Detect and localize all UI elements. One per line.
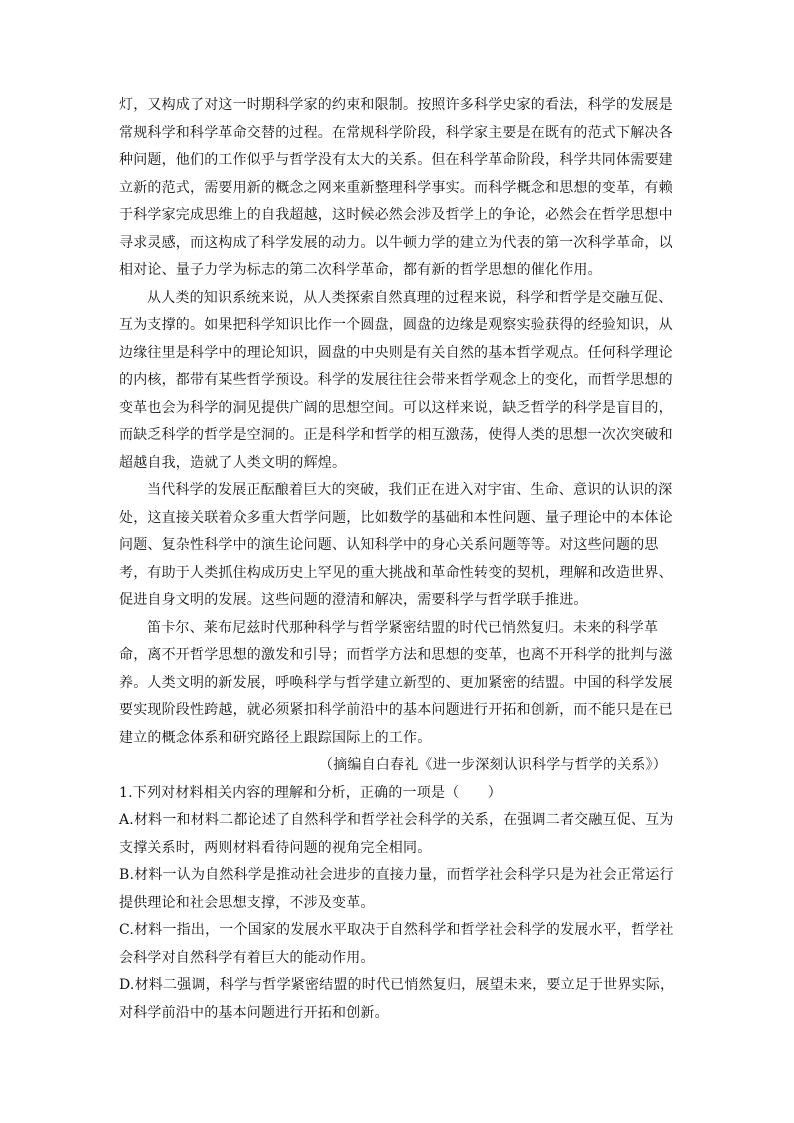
option-line: 会科学对自然科学有着巨大的能动作用。 bbox=[119, 949, 375, 966]
paragraph-4 bbox=[119, 615, 673, 753]
text-line: 从人类的知识系统来说，从人类探索自然真理的过程来说，科学和哲学是交融互促、 bbox=[147, 289, 673, 306]
text-line: 常规科学和科学革命交替的过程。在常规科学阶段，科学家主要是在既有的范式下解决各 bbox=[119, 124, 673, 141]
paragraph-1 bbox=[119, 92, 673, 285]
text-line: 养。人类文明的新发展，呼唤科学与哲学建立新型的、更加紧密的结盟。中国的科学发展 bbox=[119, 674, 673, 691]
option-line: A.材料一和材料二都论述了自然科学和哲学社会科学的关系，在强调二者交融互促、互为 bbox=[119, 812, 674, 828]
option-b bbox=[119, 862, 674, 917]
source-citation: （摘编自白春礼《进一步深刻认识科学与哲学的关系》） bbox=[319, 757, 667, 773]
text-line: 种问题，他们的工作似乎与哲学没有太大的关系。但在科学革命阶段，科学共同体需要建 bbox=[119, 152, 673, 168]
option-line: C.材料一指出，一个国家的发展水平取决于自然科学和哲学社会科学的发展水平，哲学社 bbox=[119, 922, 674, 938]
text-line: 变革也会为科学的洞见提供广阔的思想空间。可以这样来说，缺乏哲学的科学是盲目的， bbox=[119, 399, 673, 416]
text-line: 考，有助于人类抓住构成历史上罕见的重大挑战和革命性转变的契机，理解和改造世界、 bbox=[119, 564, 673, 581]
option-line: B.材料一认为自然科学是推动社会进步的直接力量，而哲学社会科学只是为社会正常运行 bbox=[119, 867, 674, 883]
text-line: 促进自身文明的发展。这些问题的澄清和解决，需要科学与哲学联手推进。 bbox=[119, 592, 588, 608]
document-page bbox=[119, 92, 675, 1027]
question-stem: 1.下列对材料相关内容的理解和分析，正确的一项是（ ） bbox=[119, 784, 502, 801]
passage bbox=[119, 92, 673, 780]
text-line: 的内核，都带有某些哲学预设。科学的发展往往会带来哲学观念上的变化，而哲学思想的 bbox=[119, 372, 673, 388]
option-line: D.材料二强调，科学与哲学紧密结盟的时代已悄然复归，展望未来，要立足于世界实际， bbox=[119, 977, 675, 993]
text-line: 超越自我，造就了人类文明的辉煌。 bbox=[119, 454, 347, 471]
text-line: 问题、复杂性科学中的演生论问题、认知科学中的身心关系问题等等。对这些问题的思 bbox=[119, 537, 659, 553]
paragraph-2 bbox=[119, 285, 673, 478]
text-line: 笛卡尔、莱布尼兹时代那种科学与哲学紧密结盟的时代已悄然复归。未来的科学革 bbox=[147, 619, 659, 636]
text-line: 立新的范式，需要用新的概念之网来重新整理科学事实。而科学概念和思想的变革，有赖 bbox=[119, 179, 673, 196]
text-line: 灯，又构成了对这一时期科学家的约束和限制。按照许多科学史家的看法，科学的发展是 bbox=[119, 97, 673, 113]
option-line: 对科学前沿中的基本问题进行开拓和创新。 bbox=[119, 1004, 389, 1021]
option-d bbox=[119, 972, 675, 1027]
text-line: 处，这直接关联着众多重大哲学问题，比如数学的基础和本性问题、量子理论中的本体论 bbox=[119, 509, 673, 526]
text-line: 寻求灵感，而这构成了科学发展的动力。以牛顿力学的建立为代表的第一次科学革命，以 bbox=[119, 234, 673, 251]
text-line: 当代科学的发展正酝酿着巨大的突破，我们正在进入对宇宙、生命、意识的认识的深 bbox=[147, 482, 673, 498]
text-line: 边缘往里是科学中的理论知识，圆盘的中央则是有关自然的基本哲学观点。任何科学理论 bbox=[119, 344, 673, 361]
option-c bbox=[119, 917, 674, 972]
text-line: 命，离不开哲学思想的激发和引导；而哲学方法和思想的变革，也离不开科学的批判与滋 bbox=[119, 647, 673, 663]
text-line: 于科学家完成思维上的自我超越，这时候必然会涉及哲学上的争论，必然会在哲学思想中 bbox=[119, 207, 673, 223]
question-1 bbox=[119, 780, 675, 1028]
text-line: 相对论、量子力学为标志的第二次科学革命，都有新的哲学思想的催化作用。 bbox=[119, 262, 602, 278]
text-line: 而缺乏科学的哲学是空洞的。正是科学和哲学的相互激荡，使得人类的思想一次次突破和 bbox=[119, 427, 673, 443]
option-line: 支撑关系时，两则材料看待问题的视角完全相同。 bbox=[119, 839, 432, 856]
text-line: 建立的概念体系和研究路径上跟踪国际上的工作。 bbox=[119, 729, 432, 746]
text-line: 互为支撑的。如果把科学知识比作一个圆盘，圆盘的边缘是观察实验获得的经验知识，从 bbox=[119, 317, 673, 333]
text-line: 要实现阶段性跨越，就必须紧扣科学前沿中的基本问题进行开拓和创新，而不能只是在已 bbox=[119, 702, 673, 718]
option-line: 提供理论和社会思想支撑，不涉及变革。 bbox=[119, 894, 375, 911]
option-a bbox=[119, 807, 674, 862]
paragraph-3 bbox=[119, 477, 673, 615]
